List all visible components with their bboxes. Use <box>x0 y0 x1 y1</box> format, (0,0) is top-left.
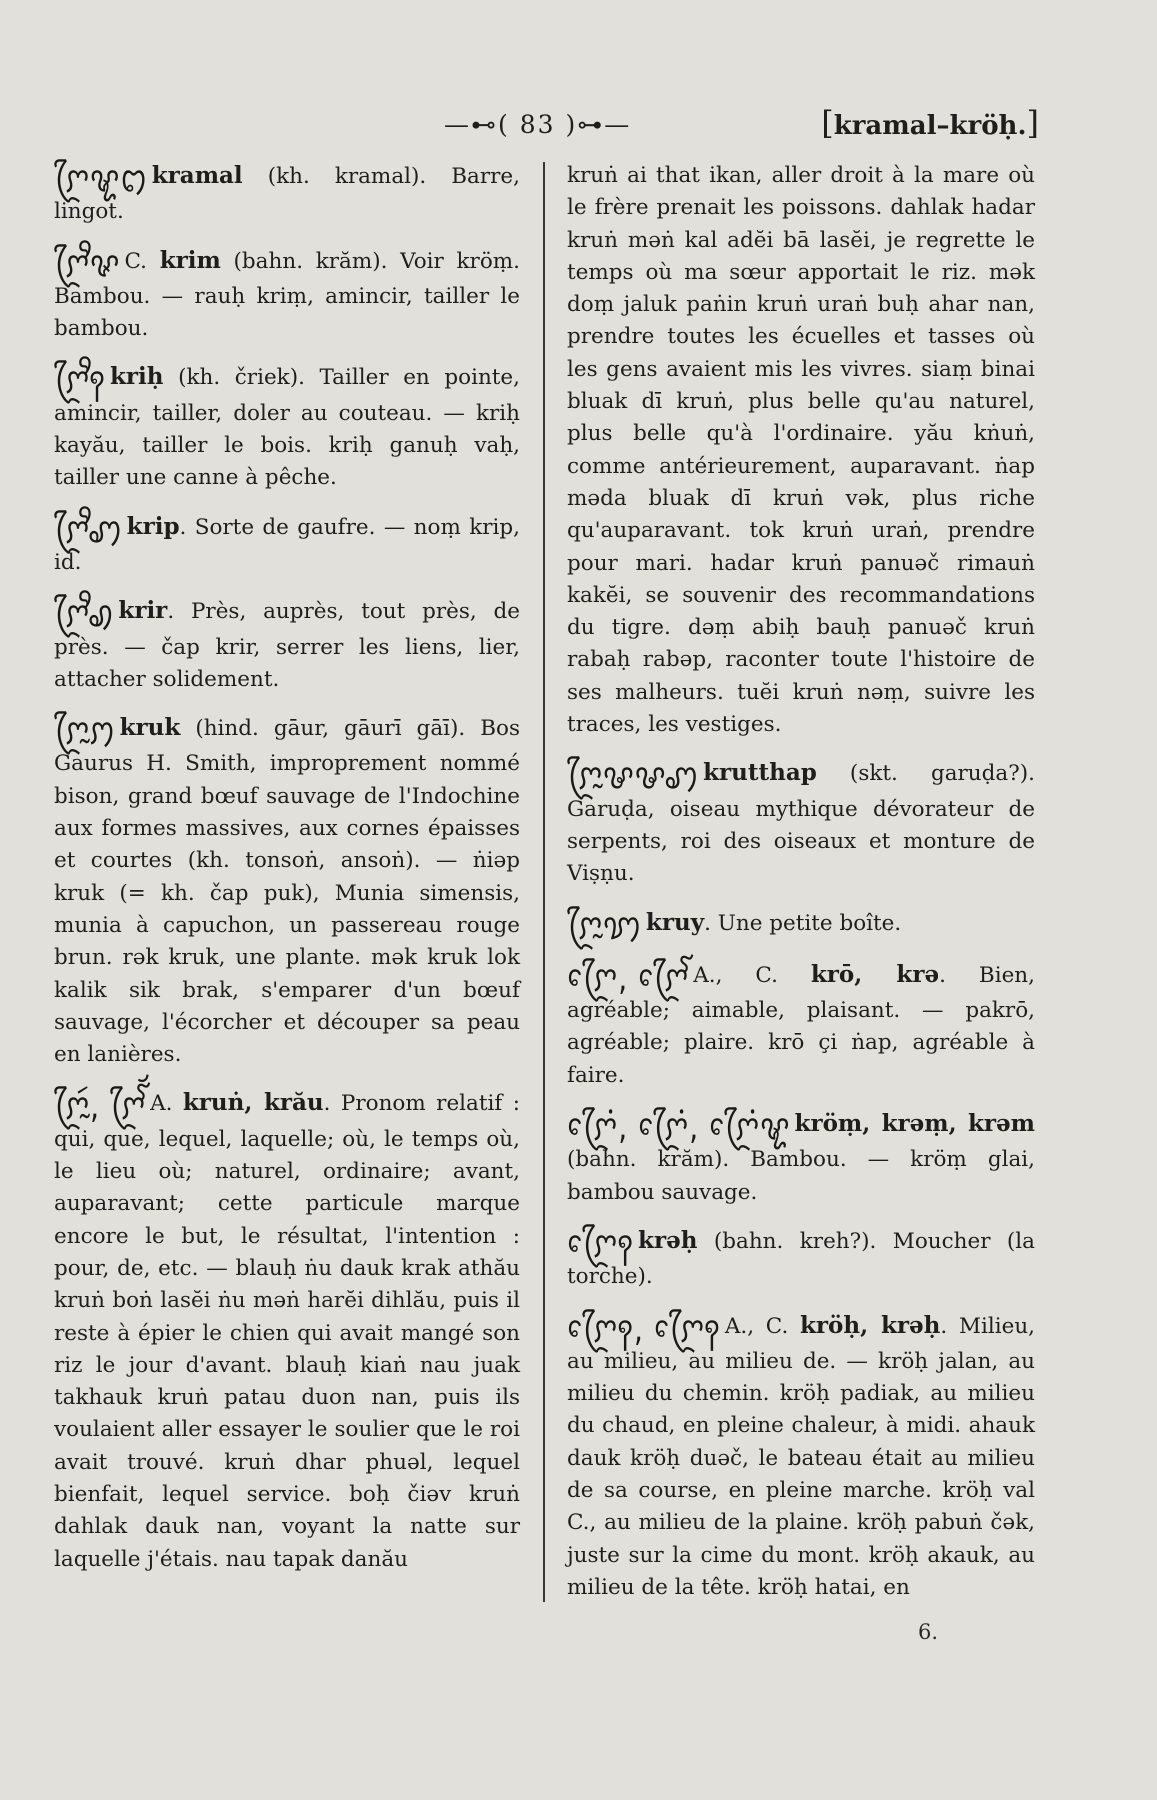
cham-script-glyph: ꨆꨴꨪꩇ <box>54 509 123 551</box>
dictionary-entry <box>567 959 1035 1092</box>
entry-headword: kriḥ <box>109 363 164 391</box>
dictionary-entry <box>54 511 520 580</box>
cham-script-glyph: ꨆꨴꨭꨔꨔꩇ <box>567 756 700 798</box>
dictionary-entry <box>567 160 1035 741</box>
cham-script-glyph: ꨆꨴꨯ, ꨆꨴꨯꨱ <box>567 957 690 999</box>
entry-text: . Sorte de gaufre. — noṃ krip, id. <box>54 514 520 575</box>
page-number: —⊷( 83 )⊶— <box>444 110 632 139</box>
entry-text: kruṅ ai that ikan, aller droit à la mare où le frère prenait les poissons. dahlak hadar kruṅ mǝṅ kal adĕi bā lasĕi, je regrette le temps où ma sœur apportait le riz. mǝk doṃ jaluk paṅin kruṅ uraṅ buḥ ahar nan, prendre toutes les écuelles et tasses où les gens avaient mis les vivres. siaṃ binai bluak dī kruṅ, plus belle qu'au naturel, plus belle qu'à l'ordinaire. yău kṅuṅ, comme antérieurement, auparavant. ṅap mǝda bluak dī kruṅ vǝk, plus riche qu'auparavant. tok kruṅ uraṅ, prendre pour mari. hadar kruṅ panuǝč rimauṅ kakĕi, se souvenir des recommandations du tigre. dǝṃ abiḥ bauḥ panuǝč kruṅ rabaḥ rabǝp, raconter toute l'histoire de ses malheurs. tuĕi kruṅ nǝṃ, suivre les traces, les vestiges. <box>567 163 1035 738</box>
dictionary-entry <box>567 1225 1035 1294</box>
entry-headword: kruy <box>645 908 705 936</box>
entry-text: (hind. gāur, gāurī gāī). Bos Gaurus H. Smith, improprement nommé bison, grand bœuf sauvage de l'Indochine aux formes massives, aux cornes épaisses et courtes (kh. tonsoṅ, ansoṅ). — ṅiǝp kruk (= kh. čap puk), Munia simensis, munia à capuchon, un passereau rouge brun. rǝk kruk, une plante. mǝk kruk lok kalik sik brak, s'emparer d'un bœuf sauvage, l'écorcher et découper sa peau en lanières. <box>54 716 520 1068</box>
entry-headword: krim <box>159 246 221 274</box>
signature-mark: 6. <box>918 1620 939 1644</box>
dictionary-entry <box>567 757 1035 890</box>
running-head: [kramal–kröḥ.] <box>821 104 1039 142</box>
entry-text: . Milieu, au milieu, au milieu de. — kröḥ jalan, au milieu du chemin. kröḥ padiak, au milieu du chaud, en pleine chaleur, à midi. ahauk dauk kröḥ duǝč, le bateau était au milieu de sa course, en pleine marche. kröḥ val C., au milieu de la plaine. kröḥ pabuṅ čǝk, juste sur la cime du mont. kröḥ akauk, au milieu de la tête. kröḥ hatai, en <box>567 1313 1035 1600</box>
dictionary-entry <box>54 245 520 346</box>
dictionary-entry <box>54 160 520 229</box>
cham-script-glyph: ꨆꨴꨯꩍ, ꨆꨴꨯꩍ <box>567 1308 721 1350</box>
entry-prefix: A., C. <box>724 1313 800 1339</box>
dictionary-entry <box>54 361 520 494</box>
entry-headword: kröṃ, krǝṃ, krǝm <box>794 1110 1035 1138</box>
entry-headword: kröḥ, krǝḥ <box>799 1311 941 1339</box>
cham-script-glyph: ꨆꨴꨪꩉ <box>54 593 115 636</box>
dictionary-entry <box>567 1310 1035 1605</box>
cham-script-glyph: ꨆꨴꨪꩍ <box>54 360 106 402</box>
cham-script-glyph: ꨆꨴꨯꩌ, ꨆꨴꨯꩌ, ꨆꨴꨯꩌꨠ <box>567 1106 791 1148</box>
entry-text: . Bien, agréable; aimable, plaisant. — pakrō, agréable; plaire. krō çi ṅap, agréable à faire. <box>567 962 1035 1088</box>
cham-script-glyph: ꨆꨴꨪꨟ <box>54 243 121 285</box>
entry-text: . Pronom relatif : qui, que, lequel, laquelle; où, le temps où, le lieu où; naturel, ordinaire; avant, auparavant; cette particule marque encore le but, le résultat, l'intention : pour, de, etc. — blauḥ ṅu dauk krak athău kruṅ boṅ lasĕi ṅu mǝṅ harĕi dihlău, puis il reste à épier le chien qui avait mangé son riz le jour d'avant. blauḥ kiaṅ nau juak takhauk kruṅ patau duon nan, puis ils voulaient aller essayer le soulier que le roi avait trouvé. kruṅ dhar phuǝl, lequel bienfait, lequel service. boḥ čiǝv kruṅ dahlak dauk nan, voyant la natte sur laquelle j'étais. nau tapak danău <box>54 1091 520 1572</box>
entry-text: . Une petite boîte. <box>704 910 902 936</box>
dictionary-entry <box>54 1087 520 1575</box>
entry-headword: krir <box>118 597 168 625</box>
entry-text: (bahn. kreh?). Moucher (la torche). <box>567 1228 1035 1290</box>
running-head-text: kramal–kröḥ. <box>833 111 1027 141</box>
cham-script-glyph: ꨆꨴꨯꩍ <box>567 1223 635 1265</box>
entry-headword: kruk <box>119 714 181 742</box>
entry-text: (skt. garuḍa?). Garuḍa, oiseau mythique dévorateur de serpents, roi des oiseaux et monture de Viṣṇu. <box>567 761 1035 887</box>
cham-script-glyph: ꨆꨴꨠꩊ <box>54 158 148 200</box>
entry-headword: krǝḥ <box>638 1226 698 1254</box>
dictionary-entry <box>567 1108 1035 1209</box>
entry-text: (bahn. krăm). Bambou. — kröṃ glai, bambou sauvage. <box>567 1147 1035 1205</box>
dictionary-entry <box>567 905 1035 947</box>
entry-headword: kramal <box>151 162 243 189</box>
entry-headword: krō, krǝ <box>810 960 940 988</box>
right-column <box>567 160 1035 1620</box>
page-header <box>440 104 1039 144</box>
entry-prefix: A. <box>150 1091 183 1117</box>
cham-script-glyph: ꨆꨴꨭꩃ, ꨆꨴꨮꨱ <box>54 1086 147 1128</box>
entry-headword: kruṅ, krău <box>182 1089 324 1117</box>
entry-text: (kh. kramal). Barre, lingot. <box>54 164 520 225</box>
entry-text: (bahn. krăm). Voir kröṃ. Bambou. — rauḥ kriṃ, amincir, tailler le bambou. <box>54 248 520 342</box>
dictionary-entry <box>54 595 520 696</box>
entry-headword: krip <box>126 512 180 540</box>
left-column <box>54 160 520 1592</box>
entry-prefix: A., C. <box>693 962 811 988</box>
entry-text: . Près, auprès, tout près, de près. — čap krir, serrer les liens, lier, attacher solidement. <box>54 599 520 692</box>
entry-headword: krutthap <box>703 759 817 787</box>
cham-script-glyph: ꨆꨴꨭꩀ <box>54 710 116 753</box>
column-divider <box>543 162 545 1602</box>
entry-prefix: C. <box>124 248 160 274</box>
dictionary-entry <box>54 712 520 1071</box>
entry-text: (kh. čriek). Tailler en pointe, amincir, tailler, doler au couteau. — kriḥ kayău, tailler le bois. kriḥ ganuḥ vaḥ, tailler une canne à pêche. <box>54 365 520 491</box>
cham-script-glyph: ꨆꨴꨭꩈ <box>567 905 642 947</box>
